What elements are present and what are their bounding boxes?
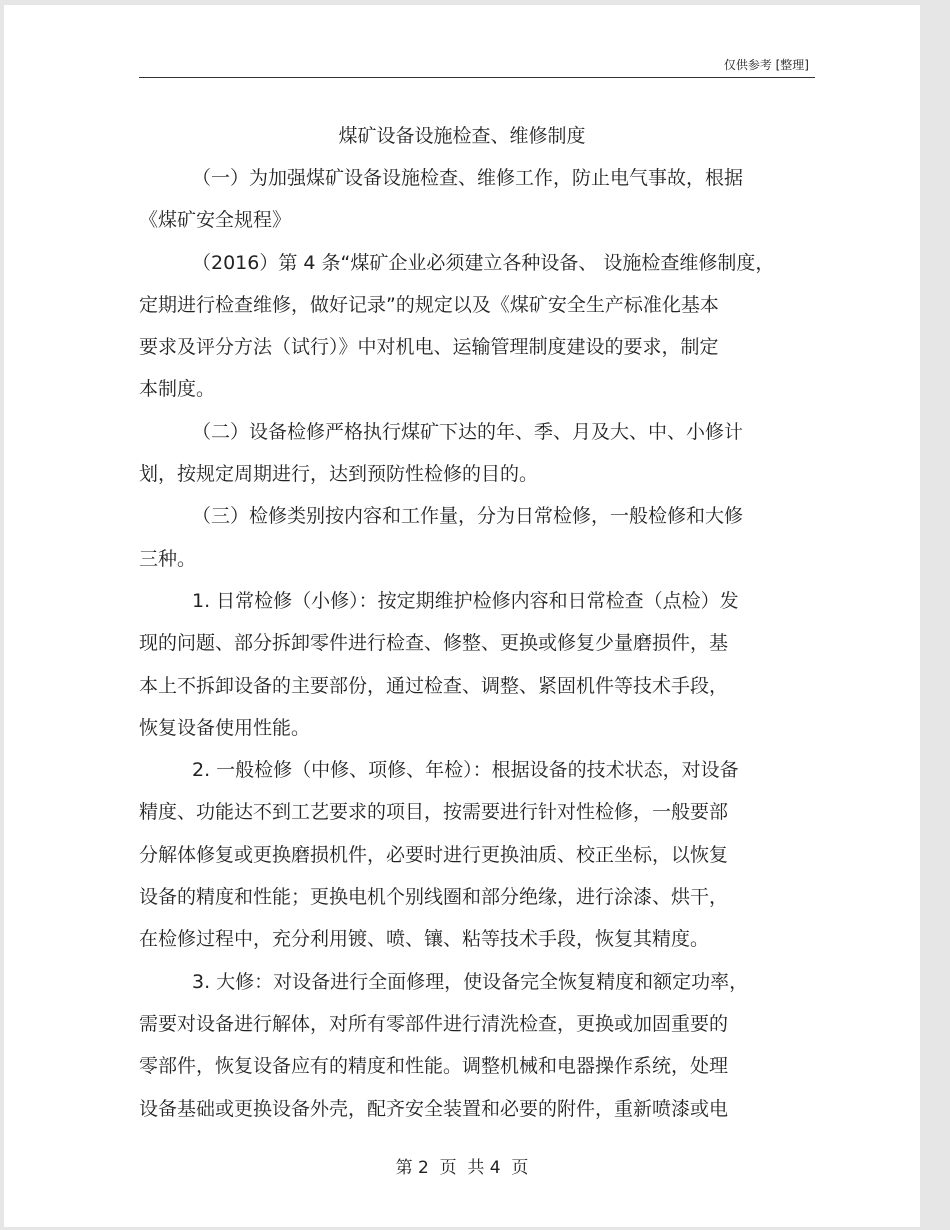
paragraph-line: 《煤矿安全规程》 (139, 209, 292, 232)
paragraph-line: 需要对设备进行解体，对所有零部件进行清洗检查，更换或加固重要的 (139, 1012, 729, 1035)
paragraph-line: （2016）第 4 条“煤矿企业必须建立各种设备、 设施检查维修制度， (192, 251, 775, 274)
paragraph-line: 本制度。 (139, 378, 216, 401)
paragraph-line: 三种。 (139, 547, 197, 570)
document-title: 煤矿设备设施检查、维修制度 (338, 125, 586, 147)
paragraph-line: 精度、功能达不到工艺要求的项目，按需要进行针对性检修，一般要部 (139, 801, 729, 824)
paragraph-line: 设备基础或更换设备外壳，配齐安全装置和必要的附件，重新喷漆或电 (139, 1097, 729, 1120)
paragraph-line: 零部件，恢复设备应有的精度和性能。调整机械和电器操作系统，处理 (139, 1055, 729, 1078)
paragraph-line: 定期进行检查维修，做好记录”的规定以及《煤矿安全生产标准化基本 (139, 293, 719, 316)
paragraph-line: 分解体修复或更换磨损机件，必要时进行更换油质、校正坐标，以恢复 (139, 843, 729, 866)
header-rule (139, 77, 815, 78)
paragraph-line: 本上不拆卸设备的主要部份，通过检查、调整、紧固机件等技术手段， (139, 674, 729, 697)
paragraph-line: 在检修过程中，充分利用镀、喷、镶、粘等技术手段，恢复其精度。 (139, 928, 710, 951)
paragraph-line: 恢复设备使用性能。 (139, 716, 311, 739)
document-page (4, 5, 920, 1227)
header-note: 仅供参考 [整理] (723, 58, 809, 72)
document-body (139, 157, 819, 1130)
paragraph-line: （二）设备检修严格执行煤矿下达的年、季、月及大、中、小修计 (192, 420, 744, 443)
paragraph-line: 现的问题、部分拆卸零件进行检查、修整、更换或修复少量磨损件，基 (139, 632, 729, 655)
paragraph-line: （一）为加强煤矿设备设施检查、维修工作，防止电气事故，根据 (192, 167, 744, 189)
paragraph-line: 1. 日常检修（小修）：按定期维护检修内容和日常检查（点检）发 (192, 589, 739, 612)
page-number: 第 2 页 共 4 页 (395, 1158, 529, 1178)
paragraph-line: 划，按规定周期进行，达到预防性检修的目的。 (139, 463, 539, 486)
paragraph-line: 3. 大修：对设备进行全面修理，使设备完全恢复精度和额定功率， (192, 970, 749, 993)
paragraph-line: 设备的精度和性能；更换电机个别线圈和部分绝缘，进行涂漆、烘干， (139, 886, 729, 909)
paragraph-line: （三）检修类别按内容和工作量，分为日常检修，一般检修和大修 (192, 505, 744, 528)
paragraph-line: 2. 一般检修（中修、项修、年检）：根据设备的技术状态，对设备 (192, 759, 739, 782)
paragraph-line: 要求及评分方法（试行）》中对机电、运输管理制度建设的要求，制定 (139, 336, 719, 359)
